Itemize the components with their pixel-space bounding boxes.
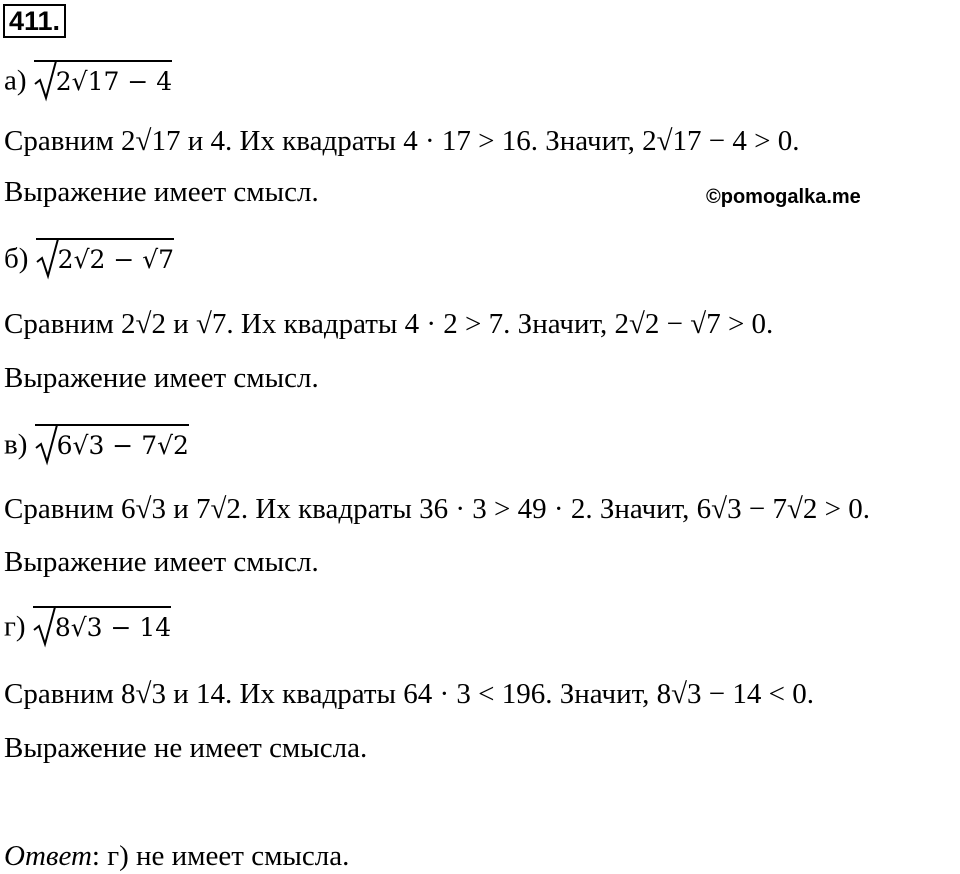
part-b-label: б) — [4, 242, 29, 275]
part-v-expression — [4, 418, 189, 466]
part-v-label: в) — [4, 428, 28, 461]
answer-label: Ответ — [4, 840, 92, 872]
part-a-expression — [4, 54, 172, 102]
problem-number: 411. — [3, 4, 66, 38]
part-b-expression — [4, 232, 174, 280]
part-a-radicand: 2√17 − 4 — [34, 60, 172, 102]
part-g-expression — [4, 600, 171, 648]
part-g-comparison: Сравним 8√3 и 14. Их квадраты 64 · 3 < 196. Значит, 8√3 − 14 < 0. — [4, 678, 814, 710]
part-v-conclusion: Выражение имеет смысл. — [4, 546, 319, 578]
answer-line — [4, 838, 349, 874]
part-v-comparison: Сравним 6√3 и 7√2. Их квадраты 36 · 3 > 49 · 2. Значит, 6√3 − 7√2 > 0. — [4, 493, 870, 525]
part-b-conclusion: Выражение имеет смысл. — [4, 362, 319, 394]
part-a-conclusion: Выражение имеет смысл. — [4, 176, 319, 208]
part-v-radicand: 6√3 − 7√2 — [35, 424, 189, 466]
radical-sign-icon — [36, 234, 60, 280]
part-g-radicand: 8√3 − 14 — [33, 606, 171, 648]
radical-sign-icon — [33, 602, 57, 648]
answer-text: : г) не имеет смысла. — [91, 840, 350, 872]
part-b-comparison: Сравним 2√2 и √7. Их квадраты 4 · 2 > 7. Значит, 2√2 − √7 > 0. — [4, 308, 774, 340]
part-v-radical — [35, 420, 189, 469]
part-b-radical — [36, 234, 174, 283]
radical-sign-icon — [35, 420, 59, 466]
part-a-label: а) — [4, 64, 27, 97]
part-a-comparison: Сравним 2√17 и 4. Их квадраты 4 · 17 > 16. Значит, 2√17 − 4 > 0. — [4, 125, 800, 157]
part-g-conclusion: Выражение не имеет смысла. — [4, 732, 368, 764]
part-g-label: г) — [4, 610, 26, 643]
part-a-radical — [34, 56, 172, 105]
part-g-radical — [33, 602, 171, 651]
watermark: ©pomogalka.me — [706, 186, 861, 208]
radical-sign-icon — [34, 56, 58, 102]
part-b-radicand: 2√2 − √7 — [36, 238, 174, 280]
